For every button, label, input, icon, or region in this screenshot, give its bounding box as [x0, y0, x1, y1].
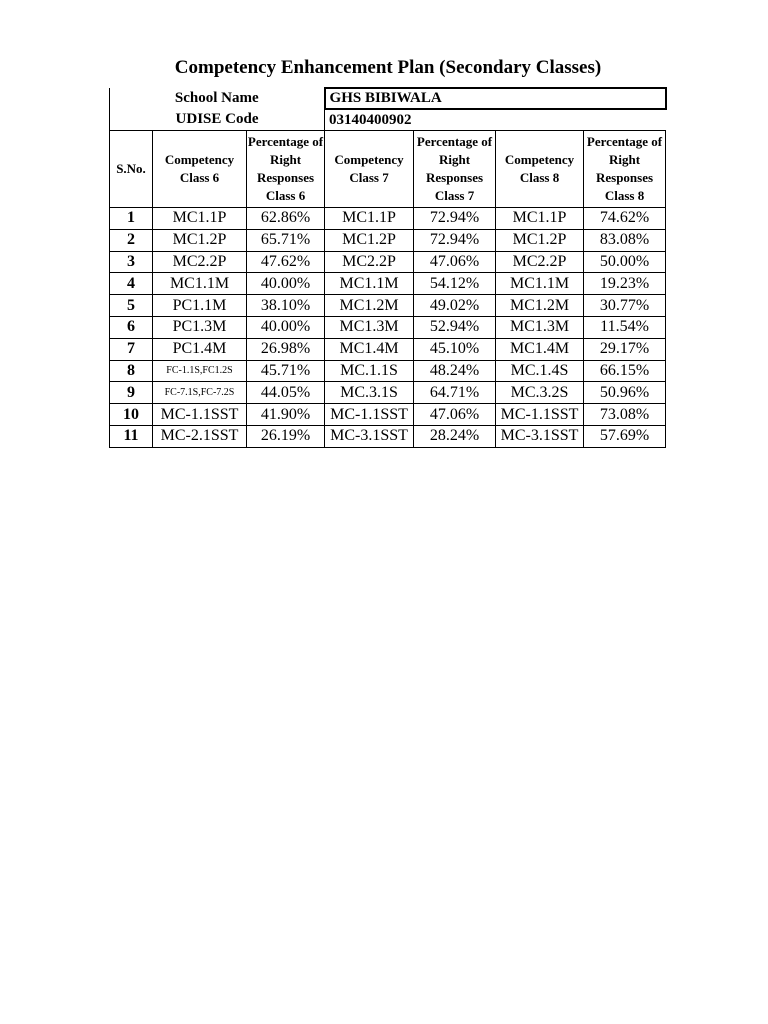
competency-table [109, 87, 667, 448]
competency-class8-cell: MC1.1P [496, 208, 584, 230]
percentage-class7-cell: 48.24% [414, 360, 496, 382]
percentage-class8-cell: 66.15% [584, 360, 666, 382]
percentage-class8-cell: 73.08% [584, 404, 666, 426]
percentage-class7-cell: 49.02% [414, 295, 496, 317]
school-name-label: School Name [110, 88, 325, 109]
percentage-class6-cell: 45.71% [247, 360, 325, 382]
competency-class7-cell: MC-3.1SST [325, 425, 414, 447]
header-percentage-class8: Percentage of Right Responses Class 8 [584, 131, 666, 208]
serial-number-cell: 9 [110, 382, 153, 404]
serial-number-cell: 3 [110, 251, 153, 273]
competency-class6-cell: MC1.2P [153, 229, 247, 251]
serial-number-cell: 1 [110, 208, 153, 230]
percentage-class8-cell: 29.17% [584, 338, 666, 360]
serial-number-cell: 8 [110, 360, 153, 382]
udise-label: UDISE Code [110, 109, 325, 131]
competency-class8-cell: MC-3.1SST [496, 425, 584, 447]
competency-class8-cell: MC2.2P [496, 251, 584, 273]
table-row [110, 382, 666, 404]
percentage-class6-cell: 26.19% [247, 425, 325, 447]
competency-class6-cell: MC1.1M [153, 273, 247, 295]
percentage-class6-cell: 65.71% [247, 229, 325, 251]
percentage-class8-cell: 83.08% [584, 229, 666, 251]
percentage-class7-cell: 28.24% [414, 425, 496, 447]
competency-class7-cell: MC1.2P [325, 229, 414, 251]
percentage-class6-cell: 47.62% [247, 251, 325, 273]
percentage-class8-cell: 74.62% [584, 208, 666, 230]
percentage-class6-cell: 44.05% [247, 382, 325, 404]
percentage-class6-cell: 41.90% [247, 404, 325, 426]
percentage-class7-cell: 45.10% [414, 338, 496, 360]
percentage-class7-cell: 47.06% [414, 404, 496, 426]
header-competency-class6: Competency Class 6 [153, 131, 247, 208]
header-sno: S.No. [110, 131, 153, 208]
percentage-class6-cell: 40.00% [247, 273, 325, 295]
table-row [110, 316, 666, 338]
competency-class6-cell: PC1.3M [153, 316, 247, 338]
percentage-class8-cell: 19.23% [584, 273, 666, 295]
percentage-class7-cell: 72.94% [414, 208, 496, 230]
header-competency-class8: Competency Class 8 [496, 131, 584, 208]
competency-class8-cell: MC1.2M [496, 295, 584, 317]
header-row [110, 131, 666, 208]
competency-class8-cell: MC1.4M [496, 338, 584, 360]
percentage-class8-cell: 30.77% [584, 295, 666, 317]
percentage-class6-cell: 40.00% [247, 316, 325, 338]
competency-class6-cell: MC1.1P [153, 208, 247, 230]
table-row [110, 295, 666, 317]
competency-class7-cell: MC1.1M [325, 273, 414, 295]
percentage-class7-cell: 72.94% [414, 229, 496, 251]
competency-class8-cell: MC.1.4S [496, 360, 584, 382]
competency-class8-cell: MC.3.2S [496, 382, 584, 404]
percentage-class8-cell: 50.96% [584, 382, 666, 404]
competency-class6-cell: PC1.1M [153, 295, 247, 317]
competency-class8-cell: MC-1.1SST [496, 404, 584, 426]
school-name-row [110, 88, 666, 109]
table-row [110, 425, 666, 447]
competency-class6-cell: MC2.2P [153, 251, 247, 273]
competency-class7-cell: MC.3.1S [325, 382, 414, 404]
percentage-class7-cell: 52.94% [414, 316, 496, 338]
table-row [110, 338, 666, 360]
serial-number-cell: 2 [110, 229, 153, 251]
competency-class7-cell: MC1.1P [325, 208, 414, 230]
serial-number-cell: 10 [110, 404, 153, 426]
table-row [110, 273, 666, 295]
table-row [110, 208, 666, 230]
competency-class6-cell: FC-1.1S,FC1.2S [153, 360, 247, 382]
serial-number-cell: 4 [110, 273, 153, 295]
header-percentage-class7: Percentage of Right Responses Class 7 [414, 131, 496, 208]
udise-row [110, 109, 666, 131]
competency-class7-cell: MC1.3M [325, 316, 414, 338]
percentage-class8-cell: 57.69% [584, 425, 666, 447]
competency-class8-cell: MC1.2P [496, 229, 584, 251]
header-percentage-class6: Percentage of Right Responses Class 6 [247, 131, 325, 208]
percentage-class6-cell: 26.98% [247, 338, 325, 360]
competency-class7-cell: MC-1.1SST [325, 404, 414, 426]
header-competency-class7: Competency Class 7 [325, 131, 414, 208]
competency-class6-cell: MC-1.1SST [153, 404, 247, 426]
competency-class6-cell: MC-2.1SST [153, 425, 247, 447]
serial-number-cell: 7 [110, 338, 153, 360]
percentage-class6-cell: 38.10% [247, 295, 325, 317]
competency-class7-cell: MC1.2M [325, 295, 414, 317]
udise-value: 03140400902 [325, 109, 666, 131]
school-name-value: GHS BIBIWALA [325, 88, 666, 109]
competency-class7-cell: MC2.2P [325, 251, 414, 273]
serial-number-cell: 6 [110, 316, 153, 338]
table-row [110, 251, 666, 273]
competency-class7-cell: MC1.4M [325, 338, 414, 360]
percentage-class6-cell: 62.86% [247, 208, 325, 230]
percentage-class8-cell: 50.00% [584, 251, 666, 273]
competency-class7-cell: MC.1.1S [325, 360, 414, 382]
competency-class6-cell: FC-7.1S,FC-7.2S [153, 382, 247, 404]
table-row [110, 229, 666, 251]
page-title: Competency Enhancement Plan (Secondary Classes) [174, 57, 602, 78]
serial-number-cell: 5 [110, 295, 153, 317]
percentage-class7-cell: 54.12% [414, 273, 496, 295]
competency-class8-cell: MC1.1M [496, 273, 584, 295]
percentage-class7-cell: 64.71% [414, 382, 496, 404]
table-row [110, 360, 666, 382]
competency-class6-cell: PC1.4M [153, 338, 247, 360]
percentage-class8-cell: 11.54% [584, 316, 666, 338]
serial-number-cell: 11 [110, 425, 153, 447]
competency-class8-cell: MC1.3M [496, 316, 584, 338]
percentage-class7-cell: 47.06% [414, 251, 496, 273]
table-row [110, 404, 666, 426]
